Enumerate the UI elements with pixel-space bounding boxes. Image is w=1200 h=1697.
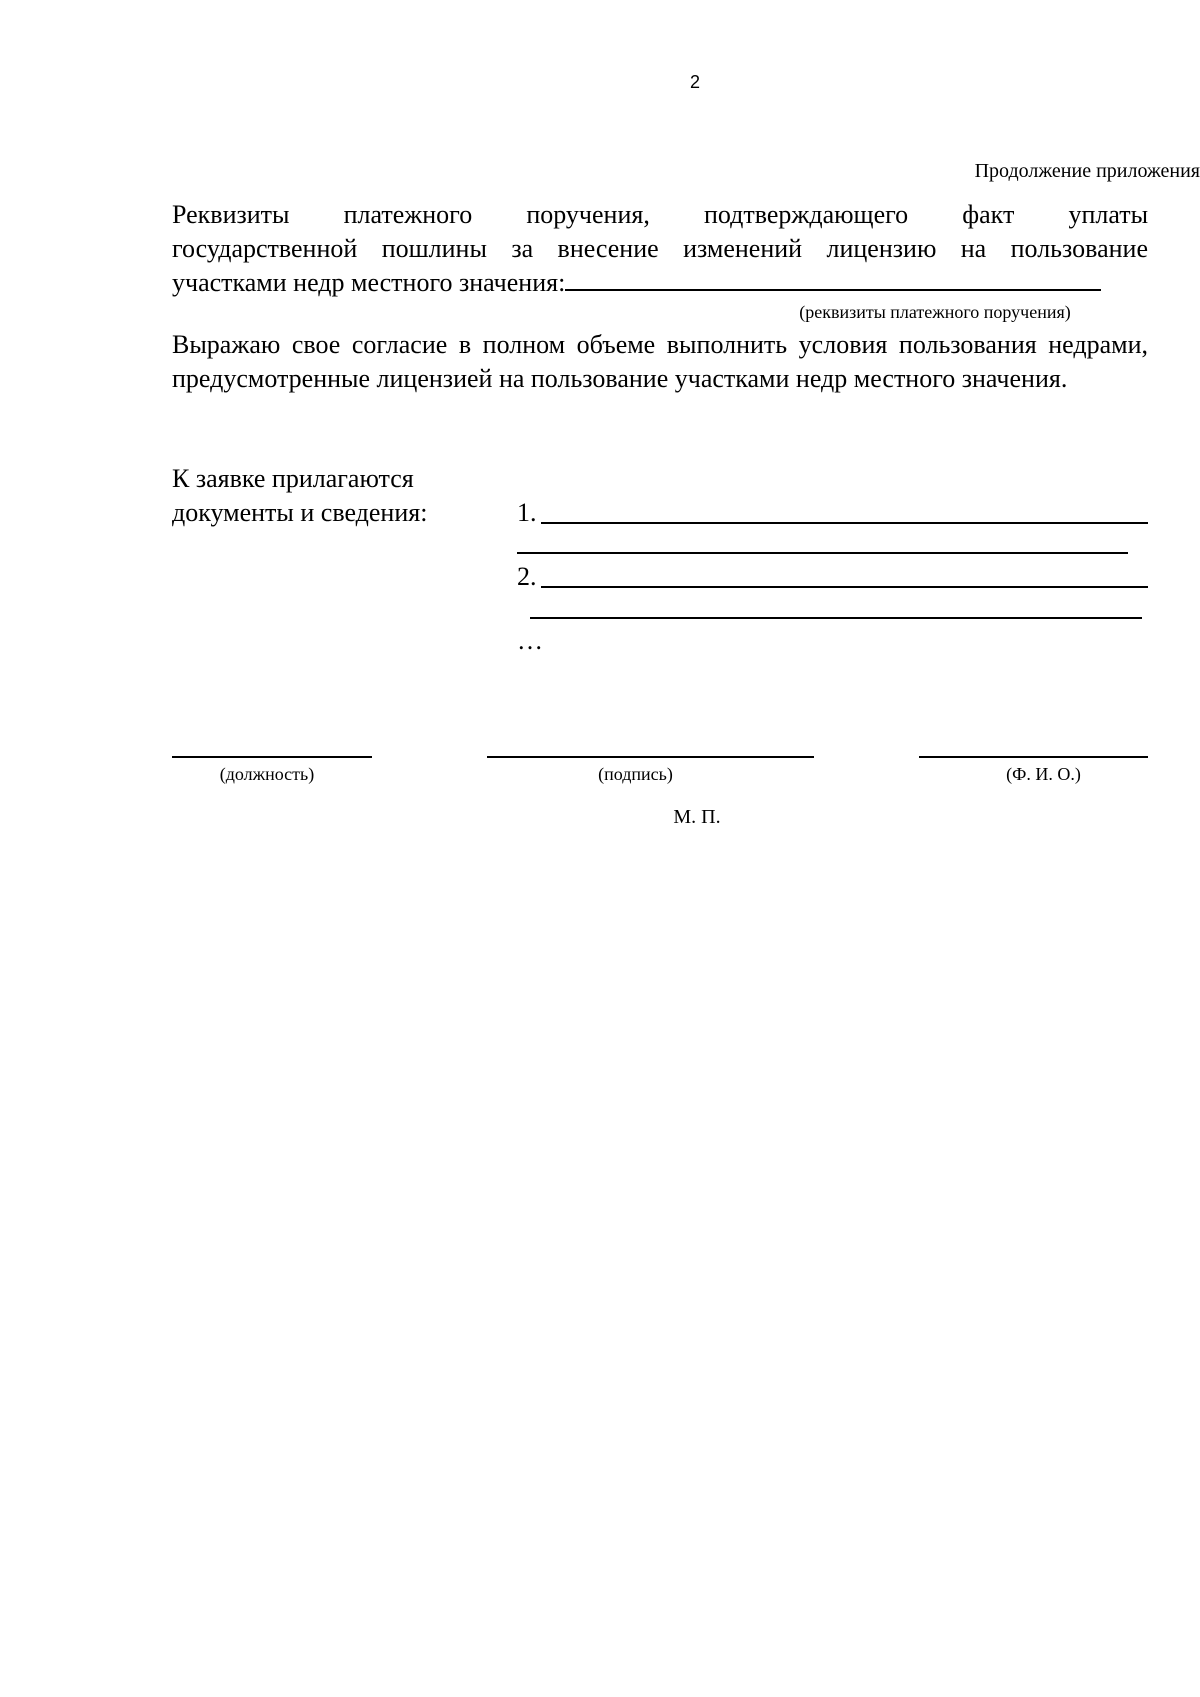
name-caption: (Ф. И. О.) [1006, 764, 1081, 784]
consent-paragraph: Выражаю свое согласие в полном объеме выполнить условия пользования недрами, предусмотренные лицензией на пользование участками недр местного значения. [172, 330, 1148, 393]
payment-word: Реквизиты [172, 200, 290, 229]
attachment-item-1-number: 1. [517, 498, 537, 527]
payment-word: подтверждающего [703, 200, 909, 229]
attachment-item-2-continuation-blank[interactable] [530, 617, 1142, 619]
payment-paragraph-line3 [172, 266, 1148, 300]
position-signature-line[interactable] [172, 756, 372, 758]
stamp-label: М. П. [673, 806, 721, 828]
continuation-label: Продолжение приложения [974, 160, 1200, 182]
attachment-item-2-number: 2. [517, 562, 537, 591]
signature-caption: (подпись) [598, 764, 673, 784]
attachment-item-2-blank[interactable] [541, 586, 1148, 588]
signature-line[interactable] [487, 756, 814, 758]
attachments-label-line1: К заявке прилагаются [172, 464, 414, 493]
payment-paragraph [172, 198, 1148, 300]
payment-paragraph-line2: государственной пошлины за внесение изменений лицензию на пользование [172, 234, 1148, 263]
payment-word: платежного [343, 200, 473, 229]
attachments-ellipsis: … [517, 626, 543, 655]
name-signature-line[interactable] [919, 756, 1148, 758]
attachment-item-1-blank[interactable] [541, 522, 1148, 524]
position-caption: (должность) [219, 764, 315, 784]
attachments-label [172, 462, 427, 530]
payment-word: поручения, [526, 200, 650, 229]
payment-paragraph-line1 [172, 198, 1148, 232]
payment-details-caption: (реквизиты платежного поручения) [799, 302, 1071, 322]
payment-word: уплаты [1068, 200, 1149, 229]
attachments-label-line2: документы и сведения: [172, 498, 428, 527]
attachment-item-1-continuation-blank[interactable] [517, 552, 1128, 554]
payment-details-blank[interactable] [565, 288, 1101, 291]
page-number: 2 [689, 72, 700, 92]
payment-paragraph-line3-text: участками недр местного значения: [172, 268, 566, 297]
payment-word: факт [962, 200, 1015, 229]
